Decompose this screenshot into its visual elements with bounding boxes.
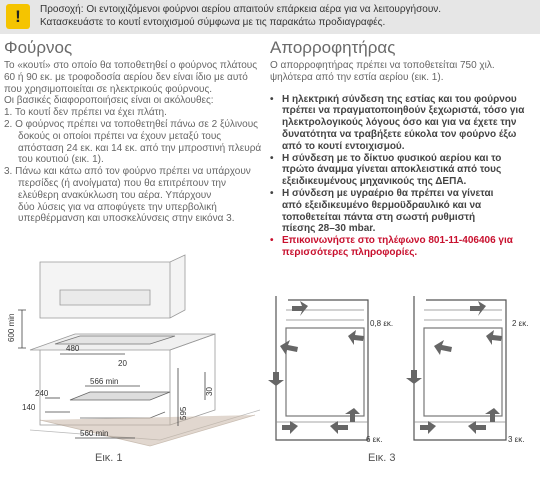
hood-intro-line: Ο απορροφητήρας πρέπει να τοποθετείται 750 χιλ. bbox=[270, 60, 495, 71]
oven-intro-line: που χρησιμοποιείται σε ηλεκτρικούς φούρνους. bbox=[4, 83, 213, 95]
warning-line-1: Οι εντοιχιζόμενοι φούρνοι αερίου απαιτούν επάρκεια αέρα για να λειτουργήσουν. bbox=[86, 4, 442, 15]
figure-3-drawing bbox=[268, 290, 540, 450]
bullet-line: από το κουτί εντοιχισμού. bbox=[282, 140, 405, 152]
exclamation-warning-icon: ! bbox=[6, 4, 30, 29]
bullet-line: ηλεκτρολογικούς λόγους όσο και για να έχετε την bbox=[282, 117, 517, 129]
bullet-line: δυνατότητα να τραβήξετε εύκολα τον φούρνο έξω bbox=[282, 128, 517, 140]
dim-label: 600 min bbox=[7, 313, 16, 342]
dim-label: 566 min bbox=[90, 377, 119, 386]
oven-item-3: 3. Πάνω και κάτω από τον φούρνο πρέπει να υπάρχουν bbox=[4, 166, 251, 178]
bullet-line: • Η σύνδεση με υγραέριο θα πρέπει να γίνεται bbox=[282, 187, 494, 199]
gap-label: 0,8 εκ. bbox=[370, 319, 394, 328]
oven-item-2-line: του κουτιού (εικ. 1). bbox=[18, 154, 104, 166]
warning-label: Προσοχή: bbox=[40, 4, 84, 15]
bullet-line: από εξειδικευμένο θερμοϋδραυλικό και να bbox=[282, 199, 482, 211]
oven-item-2-line: απόσταση 24 εκ. και 14 εκ. από την μπροστινή πλευρά bbox=[18, 142, 262, 154]
bullet-line: • Η ηλεκτρική σύνδεση της εστίας και του φούρνου bbox=[282, 93, 517, 105]
hood-bullet-lpg bbox=[270, 188, 538, 235]
figure-1-caption: Εικ. 1 bbox=[95, 452, 123, 464]
dim-label: 20 bbox=[118, 359, 127, 368]
figure-3-caption: Εικ. 3 bbox=[368, 452, 396, 464]
dim-label: 240 bbox=[35, 389, 49, 398]
oven-item-3-line: ελεύθερη ανακύκλωση του αέρα. Υπάρχουν bbox=[18, 189, 212, 201]
oven-item-3-line: υπερθέρμανση και υποσκελύνσεις στην εικόνα 3. bbox=[18, 213, 235, 225]
oven-intro-line: Οι βασικές διαφοροποιήσεις είναι οι ακόλουθες: bbox=[4, 95, 214, 107]
oven-intro-line: Το «κουτί» στο οποίο θα τοποθετηθεί ο φούρνος πλάτους bbox=[4, 60, 258, 71]
gap-label: 2 εκ. bbox=[512, 319, 529, 328]
gap-label: 3 εκ. bbox=[508, 435, 525, 444]
oven-item-3-line: περσίδες (ή ανοίγματα) που θα επιτρέπουν την bbox=[18, 177, 226, 189]
dim-label: 140 bbox=[22, 403, 36, 412]
bullet-line: • Επικοινωνήστε στο τηλέφωνο 801-11-406406 για bbox=[282, 235, 513, 247]
gap-label: 6 εκ. bbox=[366, 435, 383, 444]
figure-1-drawing bbox=[0, 250, 268, 450]
bullet-line: • Η σύνδεση με το δίκτυο φυσικού αερίου και το bbox=[282, 152, 502, 164]
warning-text bbox=[40, 3, 441, 29]
oven-item-1: 1. Το κουτί δεν πρέπει να έχει πλάτη. bbox=[4, 107, 167, 119]
hood-bullet-contact bbox=[270, 235, 538, 259]
warning-banner bbox=[0, 0, 540, 34]
bullet-line: πρέπει να πραγματοποιηθούν ξεχωριστά, τόσο για bbox=[282, 105, 525, 117]
hood-bullets bbox=[270, 94, 538, 259]
dim-label: 480 bbox=[66, 344, 80, 353]
bullet-line: τοποθετείται πάντα στη σωστή ρυθμιστή bbox=[282, 211, 476, 223]
oven-item-2-line: δοκούς οι οποίοι πρέπει να έχουν μεταξύ τους bbox=[18, 130, 222, 142]
bullet-line: εξειδικευμένους μηχανικούς της ΔΕΠΑ. bbox=[282, 176, 467, 188]
hood-text bbox=[270, 60, 538, 259]
oven-text bbox=[4, 60, 264, 225]
dim-label: 560 min bbox=[80, 429, 109, 438]
dim-label: 30 bbox=[205, 387, 214, 396]
hood-heading: Απορροφητήρας bbox=[270, 38, 396, 57]
oven-intro-line: 60 ή 90 εκ. με τροφοδοσία αερίου δεν είναι ίδιο με αυτό bbox=[4, 71, 248, 83]
bullet-line: πίεσης 28–30 mbar. bbox=[282, 223, 376, 235]
hood-bullet-electrical bbox=[270, 94, 538, 153]
hood-intro-line: ψηλότερα από την εστία αερίου (εικ. 1). bbox=[270, 71, 444, 83]
bullet-line: περισσότερες πληροφορίες. bbox=[282, 246, 418, 258]
oven-heading: Φούρνος bbox=[4, 38, 73, 57]
bullet-line: πρώτο άναμμα γίνεται αποκλειστικά από τους bbox=[282, 164, 502, 176]
dim-label: 595 bbox=[179, 406, 188, 420]
oven-item-2: 2. Ο φούρνος πρέπει να τοποθετηθεί πάνω σε 2 ξύλινους bbox=[4, 118, 258, 130]
hood-bullet-natural-gas bbox=[270, 153, 538, 188]
oven-item-3-line: δύο λύσεις για να αποφύγετε την υπερβολική bbox=[18, 201, 217, 213]
warning-line-2: Κατασκευάστε το κουτί εντοιχισμού σύμφωνα με τις παρακάτω προδιαγραφές. bbox=[40, 17, 386, 28]
